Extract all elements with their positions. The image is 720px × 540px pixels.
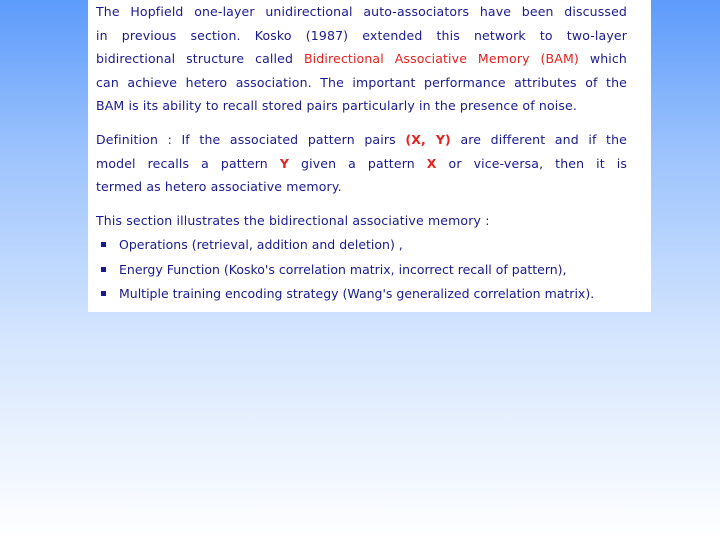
definition-prefix: Definition : If the associated pattern pairs	[96, 132, 396, 147]
square-bullet-icon	[101, 242, 106, 247]
list-item-text: Operations (retrieval, addition and deletion) ,	[119, 237, 403, 252]
paragraph-section-intro	[96, 209, 627, 233]
list-item	[96, 258, 631, 283]
square-bullet-icon	[101, 267, 106, 272]
section-intro-line: This section illustrates the bidirectional associative memory :	[96, 213, 490, 228]
paragraph-line: BAM is its ability to recall stored pairs particularly in the presence of noise.	[96, 98, 577, 113]
paragraph-line: in previous section. Kosko (1987) extended this network to two-layer	[96, 27, 627, 43]
list-item	[96, 233, 631, 258]
line-text: which	[589, 51, 627, 66]
content-panel	[88, 0, 651, 312]
list-item	[96, 282, 631, 307]
y-highlight: Y	[279, 155, 290, 171]
definition-text: are different and if the	[460, 132, 628, 147]
definition-text: or vice-versa, then it is	[448, 155, 628, 171]
paragraph-line-bam	[96, 47, 627, 71]
definition-text: model recalls a pattern	[96, 155, 268, 171]
definition-line	[96, 128, 627, 152]
square-bullet-icon	[101, 291, 106, 296]
bam-highlight: Bidirectional Associative Memory (BAM)	[303, 51, 579, 66]
line-text: bidirectional structure called	[96, 51, 294, 66]
definition-line: termed as hetero associative memory.	[96, 179, 342, 194]
paragraph-line: can achieve hetero association. The important performance attributes of the	[96, 74, 627, 90]
list-item-text: Energy Function (Kosko's correlation matrix, incorrect recall of pattern),	[119, 261, 567, 277]
paragraph-definition	[96, 128, 627, 199]
x-highlight: X	[426, 155, 437, 171]
list-item-text: Multiple training encoding strategy (Wang's generalized correlation matrix).	[119, 286, 595, 301]
pair-highlight: (X, Y)	[405, 132, 451, 147]
paragraph-intro	[96, 0, 627, 118]
definition-line	[96, 152, 627, 176]
topic-list	[96, 233, 631, 307]
paragraph-line: The Hopfield one-layer unidirectional auto-associators have been discussed	[96, 4, 627, 19]
definition-text: given a pattern	[301, 155, 415, 171]
